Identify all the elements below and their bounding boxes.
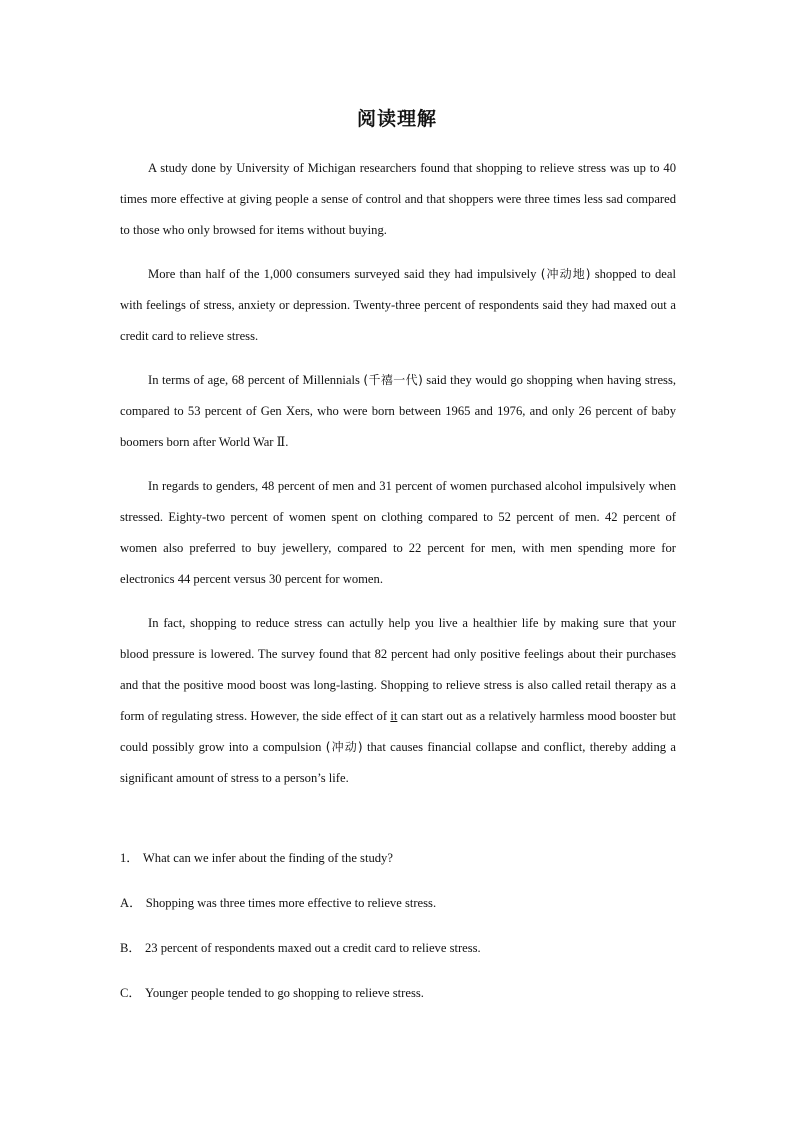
option-b-key: B． bbox=[120, 941, 141, 955]
paragraph-1-text: A study done by University of Michigan researchers found that shopping to relieve stress was up to 40 times more effective at giving people a sense of control and that shoppers were three times less sad compared to those who only browsed for items without buying. bbox=[120, 161, 676, 237]
question-stem bbox=[120, 843, 676, 874]
option-c-key: C． bbox=[120, 986, 141, 1000]
paragraph-4 bbox=[120, 471, 676, 595]
option-a-key: A． bbox=[120, 896, 142, 910]
paragraph-5-text-before: In fact, shopping to reduce stress can actully help you live a healthier life by making sure that your blood pressure is lowered. The survey found that 82 percent had only positive feelings about their purchases and that the positive mood boost was long-lasting. Shopping to relieve stress is also called retail therapy as a form of regulating stress. However, the side effect of bbox=[120, 616, 676, 723]
paragraph-5-text-middle: can start out as a relatively harmless mood booster but could possibly grow into a compulsion bbox=[120, 709, 677, 754]
paragraph-2-chinese-gloss: (冲动地) bbox=[540, 267, 591, 281]
option-b-text: 23 percent of respondents maxed out a credit card to relieve stress. bbox=[145, 941, 481, 955]
option-b[interactable] bbox=[120, 933, 676, 964]
paragraph-3 bbox=[120, 365, 676, 458]
question-1 bbox=[120, 843, 676, 1023]
question-text: What can we infer about the finding of the study? bbox=[142, 851, 393, 865]
paragraph-5-chinese-gloss: (冲动) bbox=[325, 740, 363, 754]
paragraph-2 bbox=[120, 259, 676, 352]
option-a[interactable] bbox=[120, 888, 676, 919]
paragraph-5 bbox=[120, 608, 676, 794]
option-c[interactable] bbox=[120, 978, 676, 1009]
option-a-text: Shopping was three times more effective to relieve stress. bbox=[145, 896, 437, 910]
paragraph-3-chinese-gloss: (千禧一代) bbox=[363, 373, 423, 387]
question-number: 1． bbox=[120, 851, 139, 865]
paragraph-2-text-after: shopped to deal with feelings of stress, anxiety or depression. Twenty-three percent of respondents said they had maxed out a credit card to relieve stress. bbox=[120, 267, 676, 343]
reading-passage bbox=[120, 153, 676, 807]
paragraph-3-text-after: said they would go shopping when having stress, compared to 53 percent of Gen Xers, who were born between 1965 and 1976, and only 26 percent of baby boomers born after World War Ⅱ. bbox=[120, 373, 676, 449]
option-c-text: Younger people tended to go shopping to relieve stress. bbox=[145, 986, 424, 1000]
paragraph-1 bbox=[120, 153, 676, 246]
paragraph-2-text-before: More than half of the 1,000 consumers surveyed said they had impulsively bbox=[148, 267, 541, 281]
paragraph-4-text: In regards to genders, 48 percent of men and 31 percent of women purchased alcohol impulsively when stressed. Eighty-two percent of women spent on clothing compared to 52 percent of men. 42 percent of women also preferred to buy jewellery, compared to 22 percent for men, with men spending more for electronics 44 percent versus 30 percent for women. bbox=[120, 479, 676, 586]
page-title: 阅读理解 bbox=[356, 108, 437, 130]
paragraph-3-text-before: In terms of age, 68 percent of Millennials bbox=[148, 373, 364, 387]
paragraph-5-text-after: that causes financial collapse and conflict, thereby adding a significant amount of stress to a person’s life. bbox=[120, 740, 676, 785]
paragraph-5-underlined-word: it bbox=[390, 709, 398, 723]
